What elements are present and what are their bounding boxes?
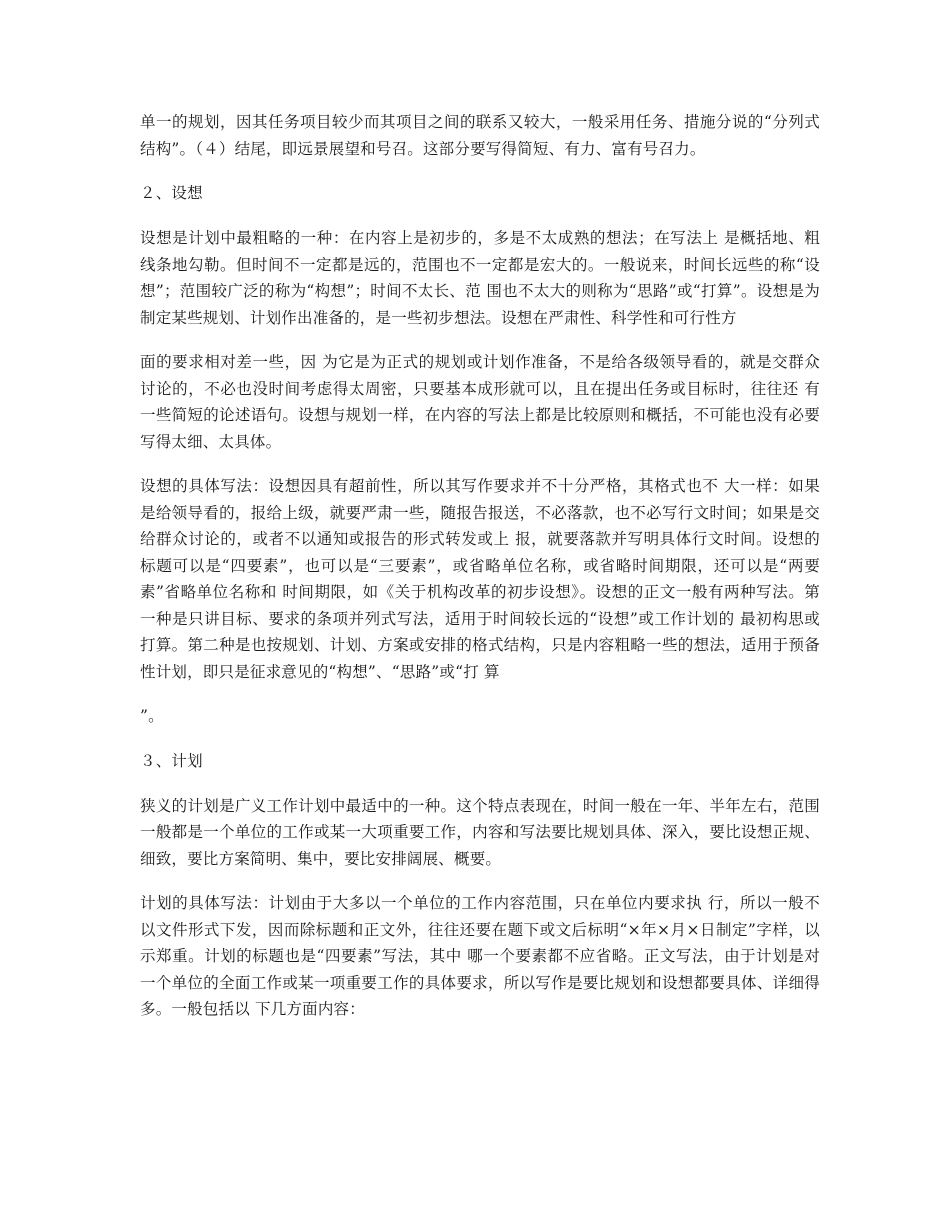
paragraph-structure-ending: 单一的规划，因其任务项目较少而其项目之间的联系又较大，一般采用任务、措施分说的“分列式结构”。（４）结尾，即远景展望和号召。这部分要写得简短、有力、富有号召力。: [140, 113, 820, 158]
paragraph-shexiang-definition: 设想是计划中最粗略的一种：在内容上是初步的，多是不太成熟的想法；在写法上 是概括地、粗线条地勾勒。但时间不一定都是远的，范围也不一定都是宏大的。一般说来，时间长远些的称“设想”；范围较广泛的称为“构想”；时间不太长、范 围也不太大的则称为“思路”或“打算”。设想是为制定某些规划、计划作出准备的，是一些初步想法。设想在严肃性、科学性和可行性方: [140, 229, 820, 327]
section-heading-jihua: ３、计划: [140, 751, 203, 770]
paragraph-jihua-writing: 计划的具体写法：计划由于大多以一个单位的工作内容范围，只在单位内要求执 行，所以一般不以文件形式下发，因而除标题和正文外，往往还要在题下或文后标明“×年×月×日制定”字样，以示郑重。计划的标题也是“四要素”写法，其中 哪一个要素都不应省略。正文写法，由于计划是对一个单位的全面工作或某一项重要工作的具体要求，所以写作是要比规划和设想都要具体、详细得多。一般包括以 下几方面内容：: [140, 894, 820, 1018]
paragraph-closing-quote: ”。: [140, 707, 164, 725]
document-page: [140, 109, 820, 1041]
paragraph-shexiang-requirements: 面的要求相对差一些，因 为它是为正式的规划或计划作准备，不是给各级领导看的，就是交群众讨论的，不必也没时间考虑得太周密，只要基本成形就可以，且在提出任务或目标时，往往还 有一些简短的论述语句。设想与规划一样，在内容的写法上都是比较原则和概括，不可能也没有必要写得太细、太具体。: [140, 353, 820, 451]
section-heading-shexiang: ２、设想: [140, 184, 203, 202]
paragraph-jihua-definition: 狭义的计划是广义工作计划中最适中的一种。这个特点表现在，时间一般在一年、半年左右，范围一般都是一个单位的工作或某一大项重要工作，内容和写法要比规划具体、深入，要比设想正规、细致，要比方案简明、集中，要比安排阔展、概要。: [140, 796, 820, 868]
paragraph-shexiang-writing: 设想的具体写法：设想因具有超前性，所以其写作要求并不十分严格，其格式也不 大一样：如果是给领导看的，报给上级，就要严肃一些，随报告报送，不必落款，也不必写行文时间；如果是交给群众讨论的，或者不以通知或报告的形式转发或上 报，就要落款并写明具体行文时间。设想的标题可以是“四要素”，也可以是“三要素”，或省略单位名称，或省略时间期限，还可以是“两要素”省略单位名称和 时间期限，如《关于机构改革的初步设想》。设想的正文一般有两种写法。第一种是只讲目标、要求的条项并列式写法，适用于时间较长远的“设想”或工作计划的 最初构思或打算。第二种是也按规划、计划、方案或安排的格式结构，只是内容粗略一些的想法，适用于预备性计划，即只是征求意见的“构想”、“思路”或“打 算: [140, 477, 820, 681]
